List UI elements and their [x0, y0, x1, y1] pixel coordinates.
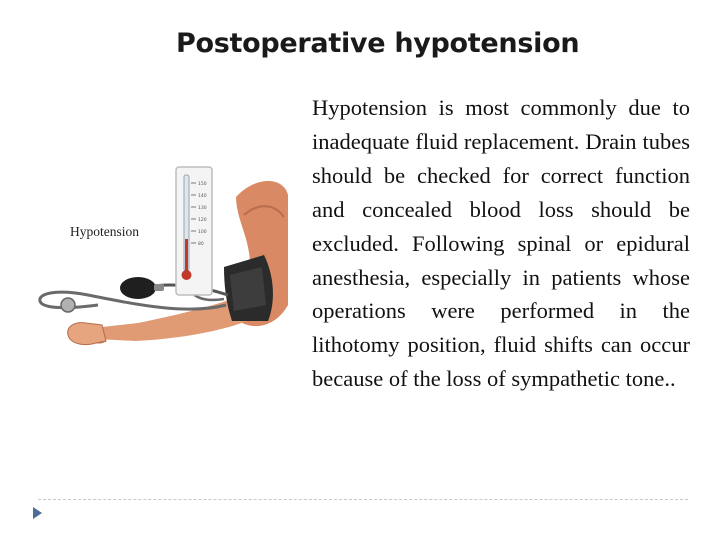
gauge-tick-label: 80	[198, 242, 204, 247]
gauge-tick-label: 100	[198, 230, 207, 235]
gauge-tick-label: 140	[198, 194, 207, 199]
figure-caption: Hypotension	[70, 224, 139, 239]
blood-pressure-illustration	[28, 155, 288, 365]
body-paragraph: Hypotension is most commonly due to inadequate fluid replacement. Drain tubes should be checked for correct function and concealed blood loss should be excluded. Following spinal or epidural anesthesia, especially in patients whose operations were performed in the lithotomy position, fluid shifts can occur because of the loss of sympathetic tone..	[312, 95, 690, 392]
footer-divider	[38, 499, 688, 500]
gauge-tick-label: 120	[198, 218, 207, 223]
gauge-tick-label: 150	[198, 182, 207, 187]
slide-title: Postoperative hypotension	[176, 28, 580, 59]
gauge-tick-label: 130	[198, 206, 207, 211]
next-slide-arrow-icon[interactable]	[33, 507, 42, 519]
blood-pressure-cuff-icon	[28, 155, 288, 365]
